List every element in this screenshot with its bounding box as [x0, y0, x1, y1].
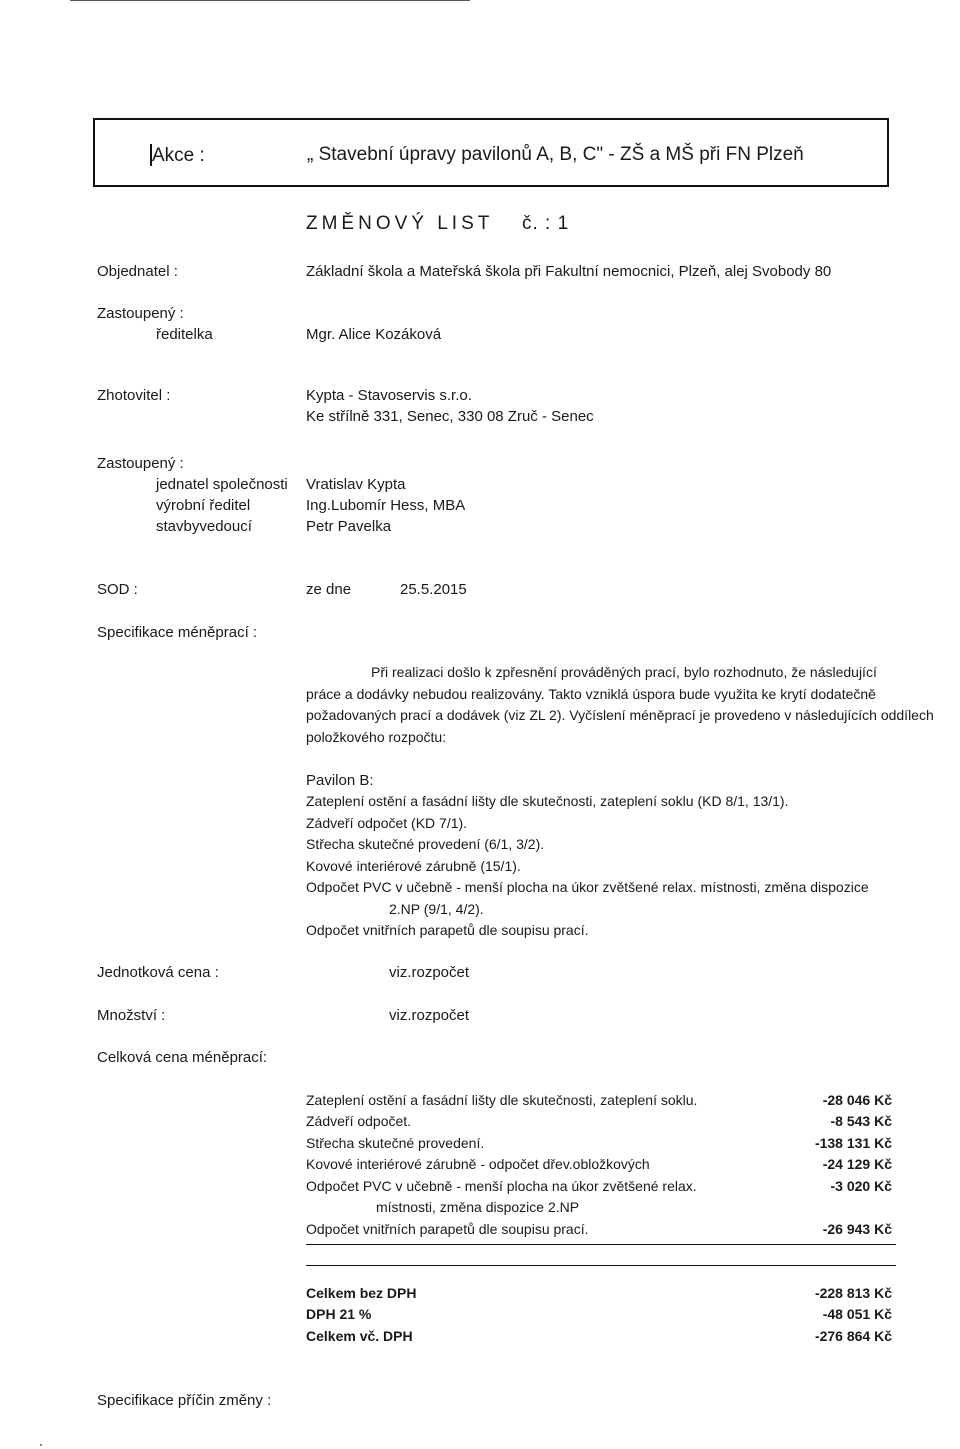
representative-role: jednatel společnosti [156, 476, 288, 493]
mnozstvi-label: Množství : [97, 1007, 166, 1024]
cost-row-amount: -28 046 Kč [822, 1092, 892, 1108]
document-number: č. : 1 [522, 213, 570, 234]
specifikace-paragraph-line: položkového rozpočtu: [306, 729, 447, 745]
representative-name: Vratislav Kypta [306, 476, 406, 493]
total-label: Celkem vč. DPH [306, 1328, 413, 1344]
zhotovitel-zastoupeny-label: Zastoupený : [97, 455, 184, 472]
celkova-cena-label: Celková cena méněprací: [97, 1049, 268, 1066]
objednatel-zastoupeny-label: Zastoupený : [97, 305, 184, 322]
representative-name: Petr Pavelka [306, 518, 392, 535]
zhotovitel-address: Ke střílně 331, Senec, 330 08 Zruč - Senec [306, 408, 594, 425]
specifikace-paragraph-line: práce a dodávky nebudou realizovány. Takto vzniklá úspora bude využita ke krytí dodatečně [306, 686, 876, 702]
sod-date-label: ze dne [306, 581, 352, 598]
top-rule [70, 0, 470, 1]
pavilon-item: Kovové interiérové zárubně (15/1). [306, 858, 521, 874]
cost-row-amount: -3 020 Kč [830, 1178, 892, 1194]
cost-row-text: Odpočet vnitřních parapetů dle soupisu prací. [306, 1221, 589, 1237]
pavilon-item: Zádveří odpočet (KD 7/1). [306, 815, 468, 831]
cost-row-amount: -8 543 Kč [830, 1113, 892, 1129]
pavilon-label: Pavilon B: [306, 772, 374, 789]
cost-rule-lower [306, 1265, 896, 1266]
specifikace-label: Specifikace méněprací : [97, 624, 258, 641]
specifikace-paragraph-line: Při realizaci došlo k zpřesnění prováděných prací, bylo rozhodnuto, že následující [371, 664, 877, 680]
representative-role: výrobní ředitel [156, 497, 251, 514]
specifikace-paragraph-line: požadovaných prací a dodávek (viz ZL 2). Vyčíslení méněprací je provedeno v následujících oddílech [306, 707, 934, 723]
document-title: ZMĚNOVÝ LIST [306, 213, 494, 234]
cost-row-text: Zádveří odpočet. [306, 1113, 412, 1129]
pavilon-item: 2.NP (9/1, 4/2). [389, 901, 484, 917]
representative-role: stavbyvedoucí [156, 518, 252, 535]
cost-row-text: Střecha skutečné provedení. [306, 1135, 485, 1151]
akce-label: Akce : [152, 145, 205, 166]
cost-row-text: místnosti, změna dispozice 2.NP [376, 1199, 580, 1215]
specifikace-pricin-label: Specifikace příčin změny : [97, 1392, 272, 1409]
scan-speck [40, 1444, 42, 1446]
total-amount: -228 813 Kč [814, 1285, 892, 1301]
sod-date: 25.5.2015 [400, 581, 467, 598]
total-label: Celkem bez DPH [306, 1285, 417, 1301]
zhotovitel-name: Kypta - Stavoservis s.r.o. [306, 387, 472, 404]
jednotkova-cena-value: viz.rozpočet [389, 964, 470, 981]
akce-title: „ Stavební úpravy pavilonů A, B, C" - ZŠ a MŠ při FN Plzeň [307, 144, 804, 165]
pavilon-item: Střecha skutečné provedení (6/1, 3/2). [306, 836, 545, 852]
cost-row-amount: -24 129 Kč [822, 1156, 892, 1172]
cost-rule-upper [306, 1244, 896, 1245]
objednatel-value: Základní škola a Mateřská škola při Fakultní nemocnici, Plzeň, alej Svobody 80 [306, 263, 832, 280]
total-label: DPH 21 % [306, 1306, 372, 1322]
objednatel-label: Objednatel : [97, 263, 178, 280]
pavilon-item: Odpočet PVC v učebně - menší plocha na úkor zvětšené relax. místnosti, změna dispozice [306, 879, 869, 895]
akce-header-box [93, 118, 889, 187]
objednatel-person: Mgr. Alice Kozáková [306, 326, 442, 343]
cost-row-text: Zateplení ostění a fasádní lišty dle skutečnosti, zateplení soklu. [306, 1092, 698, 1108]
mnozstvi-value: viz.rozpočet [389, 1007, 470, 1024]
zhotovitel-label: Zhotovitel : [97, 387, 171, 404]
cost-row-amount: -26 943 Kč [822, 1221, 892, 1237]
objednatel-role: ředitelka [156, 326, 213, 343]
total-amount: -48 051 Kč [822, 1306, 892, 1322]
jednotkova-cena-label: Jednotková cena : [97, 964, 219, 981]
cost-row-text: Kovové interiérové zárubně - odpočet dřev.obložkových [306, 1156, 650, 1172]
total-amount: -276 864 Kč [814, 1328, 892, 1344]
cost-row-text: Odpočet PVC v učebně - menší plocha na úkor zvětšené relax. [306, 1178, 697, 1194]
cost-row-amount: -138 131 Kč [814, 1135, 892, 1151]
sod-label: SOD : [97, 581, 138, 598]
pavilon-item: Odpočet vnitřních parapetů dle soupisu prací. [306, 922, 589, 938]
pavilon-item: Zateplení ostění a fasádní lišty dle skutečnosti, zateplení soklu (KD 8/1, 13/1). [306, 793, 789, 809]
representative-name: Ing.Lubomír Hess, MBA [306, 497, 466, 514]
